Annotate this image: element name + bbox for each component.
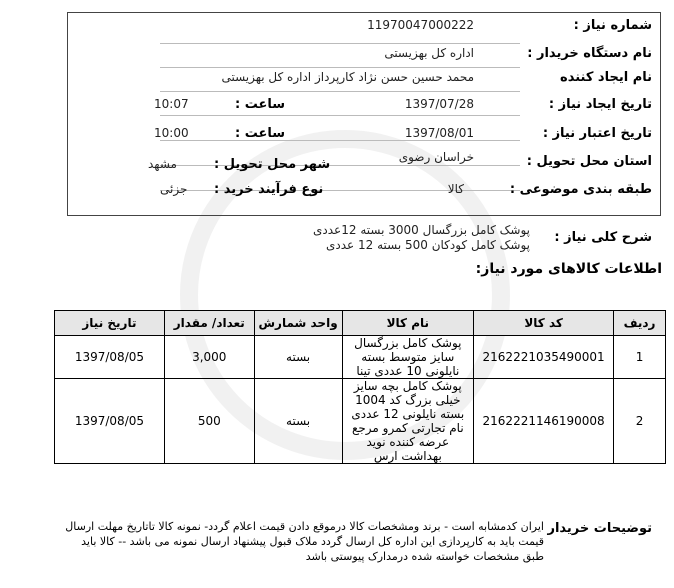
valid-time-value: 10:00 [154,126,189,140]
buyer-notes-text: ایران کدمشابه است - برند ومشخصات کالا درموقع دادن قیمت اعلام گردد- نمونه کالا تاتاریخ مهلت ارسال قیمت باید به کارپردازی این اداره کل ارسال گردد ملاک قبول پیشنهاد ارسال نمونه می باشد -- کالا باید طبق مشخصات خواسته شده درمدارک پیوستی باشد [65,520,544,563]
province-value: خراسان رضوی [398,150,474,164]
divider [160,43,520,44]
col-header-name: نام کالا [342,311,474,336]
table-row [55,379,666,464]
created-date-value: 1397/07/28 [404,97,474,111]
cell-qty: 500 [164,379,254,464]
need-number-label: شماره نیاز : [573,18,652,33]
cell-row: 1 [614,336,666,379]
category-value: کالا [447,182,464,196]
cell-name: پوشک کامل بزرگسال سایز متوسط بسته نایلونی 10 عددی تینا [342,336,474,379]
created-time-value: 10:07 [154,97,189,111]
cell-qty: 3,000 [164,336,254,379]
cell-code: 2162221035490001 [474,336,614,379]
need-number-value: 11970047000222 [367,18,474,32]
cell-row: 2 [614,379,666,464]
col-header-row: ردیف [614,311,666,336]
cell-code: 2162221146190008 [474,379,614,464]
cell-unit: بسته [254,379,342,464]
buyer-label: نام دستگاه خریدار : [527,46,652,61]
col-header-code: کد کالا [474,311,614,336]
city-label: شهر محل تحویل : [214,157,331,172]
col-header-date: تاریخ نیاز [55,311,165,336]
created-time-label: ساعت : [235,97,286,112]
valid-date-label: تاریخ اعتبار نیاز : [542,126,652,141]
city-value: مشهد [148,157,177,171]
created-date-label: تاریخ ایجاد نیاز : [548,97,652,112]
process-label: نوع فرآیند خرید : [214,182,324,197]
items-table [54,310,666,464]
divider [160,91,520,92]
summary-label: شرح کلی نیاز : [554,230,652,245]
summary-line-1: پوشک کامل بزرگسال 3000 بسته 12عددی [313,223,530,237]
table-row [55,336,666,379]
divider [160,140,520,141]
items-section-title: اطلاعات کالاهای مورد نیاز: [475,261,662,277]
divider [160,115,520,116]
table-header-row [55,311,666,336]
buyer-value: اداره کل بهزیستی [384,46,474,60]
cell-date: 1397/08/05 [55,379,165,464]
col-header-qty: تعداد/ مقدار [164,311,254,336]
cell-date: 1397/08/05 [55,336,165,379]
col-header-unit: واحد شمارش [254,311,342,336]
summary-line-2: پوشک کامل کودکان 500 بسته 12 عددی [325,238,530,252]
cell-unit: بسته [254,336,342,379]
category-label: طبقه بندی موضوعی : [509,182,652,197]
province-label: استان محل تحویل : [526,154,652,169]
buyer-notes-label: توضیحات خریدار [547,521,652,536]
cell-name: پوشک کامل بچه سایز خیلی بزرگ کد 1004 بسته نایلونی 12 عددی نام تجارتی کمرو مرجع عرضه کننده نوید بهداشت ارس [342,379,474,464]
valid-date-value: 1397/08/01 [404,126,474,140]
creator-label: نام ایجاد کننده [560,70,652,85]
process-value: جزئی [160,182,188,196]
divider [160,67,520,68]
valid-time-label: ساعت : [235,126,286,141]
creator-value: محمد حسین حسن نژاد کارپرداز اداره کل بهزیستی [221,70,474,84]
